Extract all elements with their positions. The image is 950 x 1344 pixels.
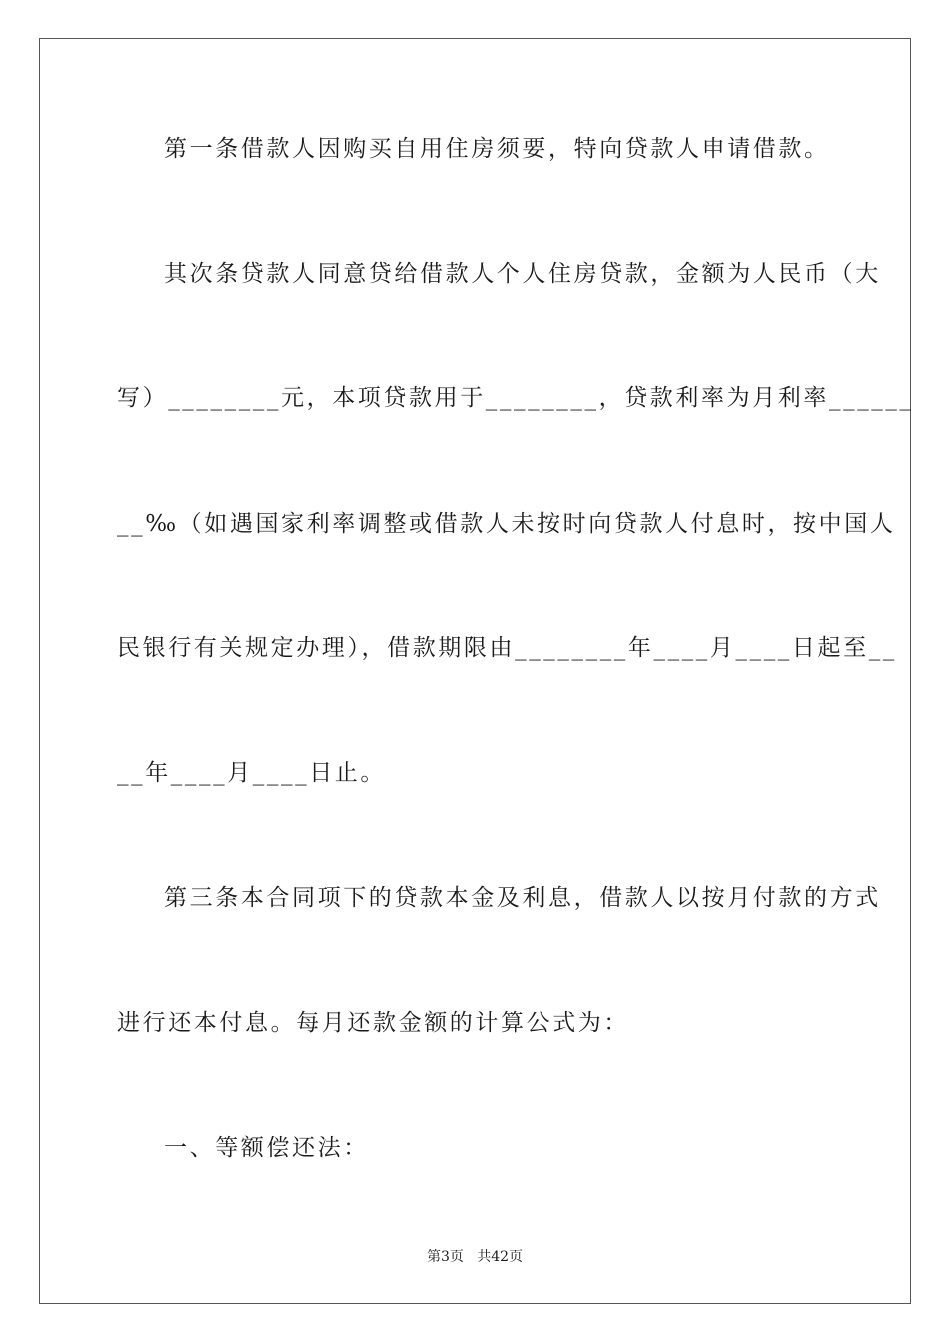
article-3-line-2: 进行还本付息。每月还款金额的计算公式为： — [117, 1010, 629, 1036]
page-border — [39, 38, 911, 1304]
method-heading: 一、等额偿还法： — [164, 1135, 369, 1161]
page-number-footer: 第3页 共42页 — [426, 1249, 524, 1265]
article-1-line: 第一条借款人因购买自用住房须要，特向贷款人申请借款。 — [164, 136, 830, 162]
article-2-line-1: 其次条贷款人同意贷给借款人个人住房贷款，金额为人民币（大 — [164, 261, 881, 287]
article-2-line-5: __年____月____日止。 — [117, 760, 386, 786]
article-2-line-2: 写）________元，本项贷款用于________，贷款利率为月利率______ — [117, 385, 914, 411]
article-3-line-1: 第三条本合同项下的贷款本金及利息，借款人以按月付款的方式 — [164, 885, 881, 911]
article-2-line-4: 民银行有关规定办理），借款期限由________年____月____日起至__ — [117, 635, 897, 661]
article-2-line-3: __‰（如遇国家利率调整或借款人未按时向贷款人付息时，按中国人 — [117, 511, 896, 537]
